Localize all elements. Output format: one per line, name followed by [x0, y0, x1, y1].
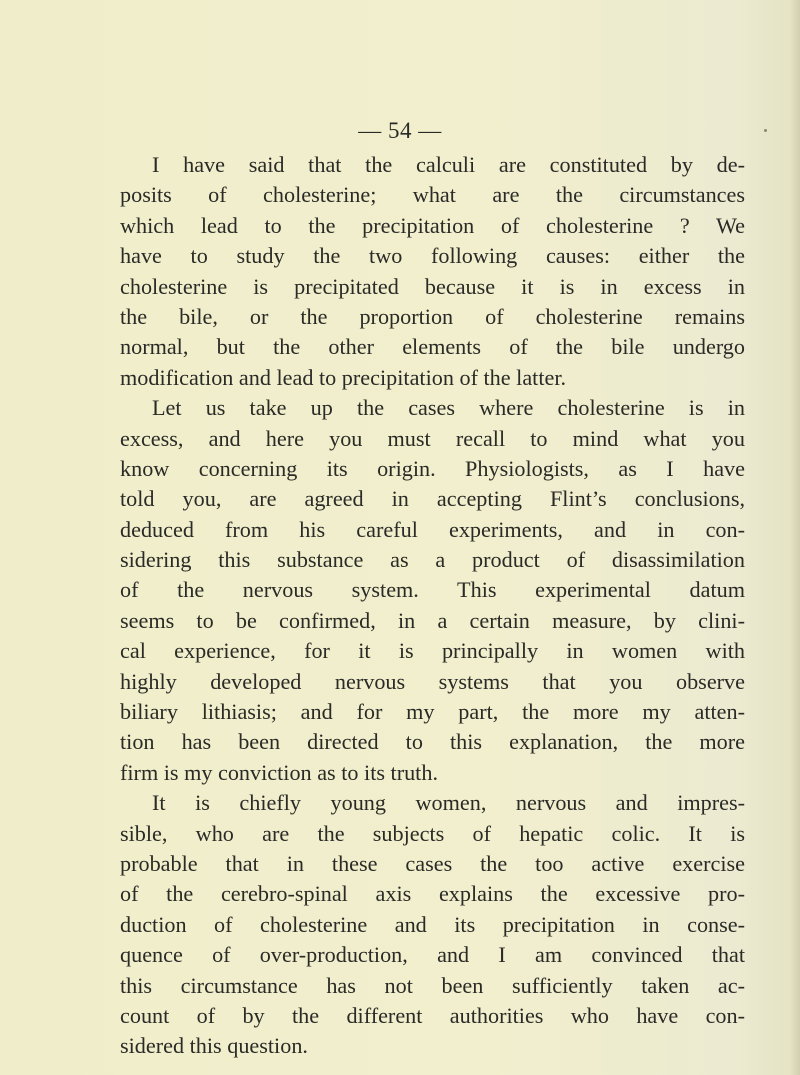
- text-line: probable that in these cases the too active exercise: [120, 850, 745, 876]
- text-line: cholesterine is precipitated because it is in excess in: [120, 273, 745, 299]
- text-line: this circumstance has not been sufficiently taken ac-: [120, 972, 745, 998]
- text-line: duction of cholesterine and its precipitation in conse-: [120, 911, 745, 937]
- text-line: know concerning its origin. Physiologists, as I have: [120, 455, 745, 481]
- text-line: excess, and here you must recall to mind what you: [120, 425, 745, 451]
- text-line: told you, are agreed in accepting Flint’s conclusions,: [120, 486, 745, 512]
- text-line: sidering this substance as a product of disassimilation: [120, 547, 745, 573]
- text-line: tion has been directed to this explanation, the more: [120, 729, 745, 755]
- text-line: normal, but the other elements of the bile undergo: [120, 334, 745, 360]
- text-line: highly developed nervous systems that you observe: [120, 668, 745, 694]
- text-line: of the cerebro-spinal axis explains the excessive pro-: [120, 881, 745, 907]
- text-line: firm is my conviction as to its truth.: [120, 759, 438, 785]
- text-line: sidered this question.: [120, 1033, 308, 1059]
- page-number: — 54 —: [358, 118, 442, 143]
- body-text: [120, 150, 745, 1062]
- paper-speck: [764, 129, 767, 132]
- text-line: the bile, or the proportion of cholesterine remains: [120, 303, 745, 329]
- page-edge-shadow: [790, 0, 800, 1075]
- text-line: which lead to the precipitation of cholesterine ? We: [120, 212, 745, 238]
- text-line: biliary lithiasis; and for my part, the more my atten-: [120, 699, 745, 725]
- text-line: Let us take up the cases where cholesterine is in: [152, 395, 745, 421]
- text-line: cal experience, for it is principally in women with: [120, 638, 745, 664]
- text-line: count of by the different authorities who have con-: [120, 1002, 745, 1028]
- text-line: seems to be confirmed, in a certain measure, by clini-: [120, 607, 745, 633]
- text-line: have to study the two following causes: either the: [120, 243, 745, 269]
- text-line: of the nervous system. This experimental datum: [120, 577, 745, 603]
- text-line: It is chiefly young women, nervous and impres-: [152, 790, 745, 816]
- text-line: I have said that the calculi are constituted by de-: [152, 152, 745, 177]
- text-line: sible, who are the subjects of hepatic colic. It is: [120, 820, 745, 846]
- text-line: deduced from his careful experiments, and in con-: [120, 516, 745, 542]
- text-line: quence of over-production, and I am convinced that: [120, 942, 745, 968]
- text-line: modification and lead to precipitation of the latter.: [120, 364, 567, 390]
- text-line: posits of cholesterine; what are the circumstances: [120, 182, 745, 208]
